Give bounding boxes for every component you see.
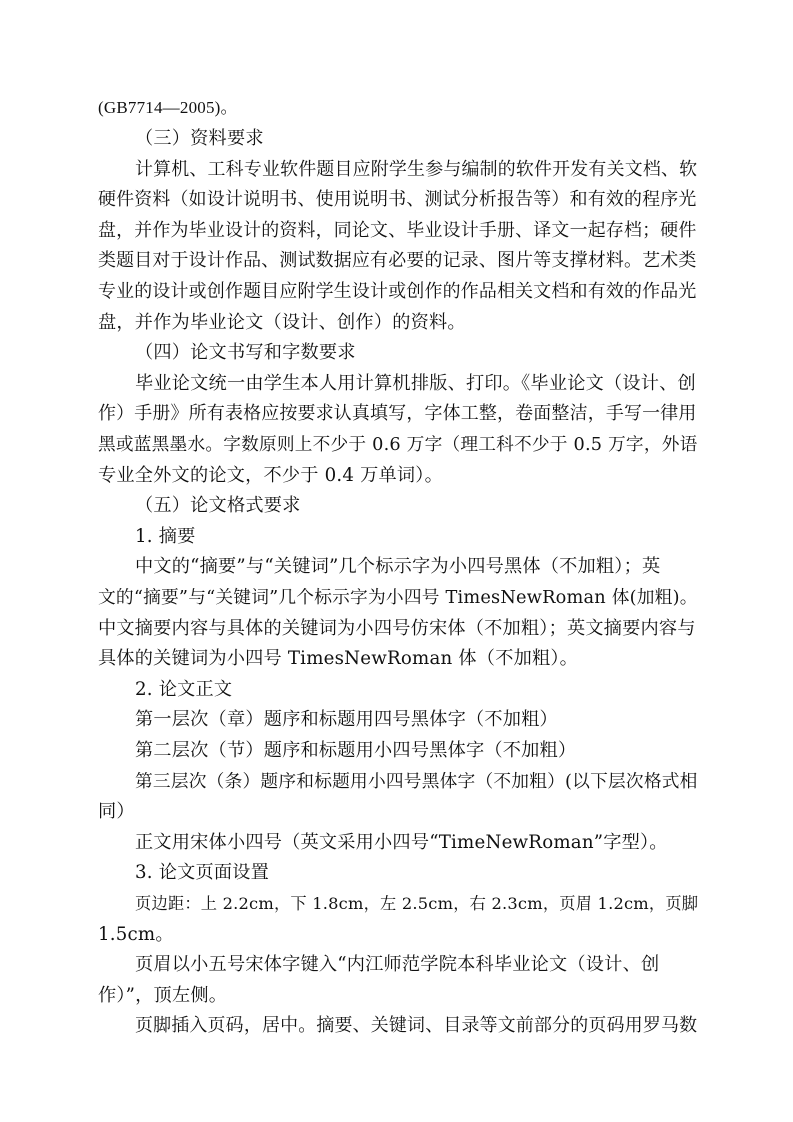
text-line: (GB7714—2005)。 — [98, 98, 238, 117]
text-line: 第二层次（节）题序和标题用小四号黑体字（不加粗） — [135, 740, 577, 761]
text-line: 页眉以小五号宋体字键入“内江师范学院本科毕业论文（设计、创 — [135, 954, 660, 975]
subsection-heading: 3. 论文页面设置 — [135, 862, 270, 883]
text-line: 页脚插入页码，居中。摘要、关键词、目录等文前部分的页码用罗马数 — [135, 1015, 698, 1036]
text-line: 作）”，顶左侧。 — [98, 985, 228, 1006]
text-line: 毕业论文统一由学生本人用计算机排版、打印。《毕业论文（设计、创 — [135, 373, 696, 394]
section-heading: （五）论文格式要求 — [135, 495, 301, 516]
text-line: 盘，并作为毕业设计的资料，同论文、毕业设计手册、译文一起存档；硬件 — [98, 220, 697, 241]
section-heading: （三）资料要求 — [135, 128, 264, 149]
subsection-heading: 1. 摘要 — [135, 526, 196, 547]
text-line: 盘，并作为毕业论文（设计、创作）的资料。 — [98, 312, 466, 333]
text-line: 硬件资料（如设计说明书、使用说明书、测试分析报告等）和有效的程序光 — [98, 189, 697, 210]
text-line: 专业的设计或创作题目应附学生设计或创作的作品相关文档和有效的作品光 — [98, 281, 697, 302]
text-line: 黑或蓝黑墨水。字数原则上不少于 0.6 万字（理工科不少于 0.5 万字，外语 — [98, 435, 698, 455]
text-line: 正文用宋体小四号（英文采用小四号“TimeNewRoman”字型）。 — [135, 832, 668, 853]
text-line: 第三层次（条）题序和标题用小四号黑体字（不加粗）(以下层次格式相 — [135, 772, 698, 792]
subsection-heading: 2. 论文正文 — [135, 679, 233, 700]
section-heading: （四）论文书写和字数要求 — [135, 342, 356, 363]
text-line: 专业全外文的论文，不少于 0.4 万单词）。 — [98, 465, 443, 486]
text-line: 计算机、工科专业软件题目应附学生参与编制的软件开发有关文档、软 — [135, 159, 698, 180]
text-line: 1.5cm。 — [98, 924, 174, 945]
text-line: 第一层次（章）题序和标题用四号黑体字（不加粗） — [135, 709, 558, 730]
text-line: 同） — [98, 801, 135, 822]
text-line: 具体的关键词为小四号 TimesNewRoman 体（不加粗）。 — [98, 648, 579, 669]
text-line: 类题目对于设计作品、测试数据应有必要的记录、图片等支撑材料。艺术类 — [98, 250, 697, 271]
text-line: 文的“摘要”与“关键词”几个标示字为小四号 TimesNewRoman 体(加粗)。 — [98, 588, 698, 608]
text-line: 中文的“摘要”与“关键词”几个标示字为小四号黑体（不加粗）；英 — [135, 556, 661, 577]
text-line: 作）手册》所有表格应按要求认真填写，字体工整，卷面整洁，手写一律用 — [98, 403, 697, 424]
text-line: 中文摘要内容与具体的关键词为小四号仿宋体（不加粗）；英文摘要内容与 — [98, 618, 696, 639]
text-line: 页边距：上 2.2cm，下 1.8cm，左 2.5cm，右 2.3cm，页眉 1.2cm，页脚 — [135, 894, 699, 913]
